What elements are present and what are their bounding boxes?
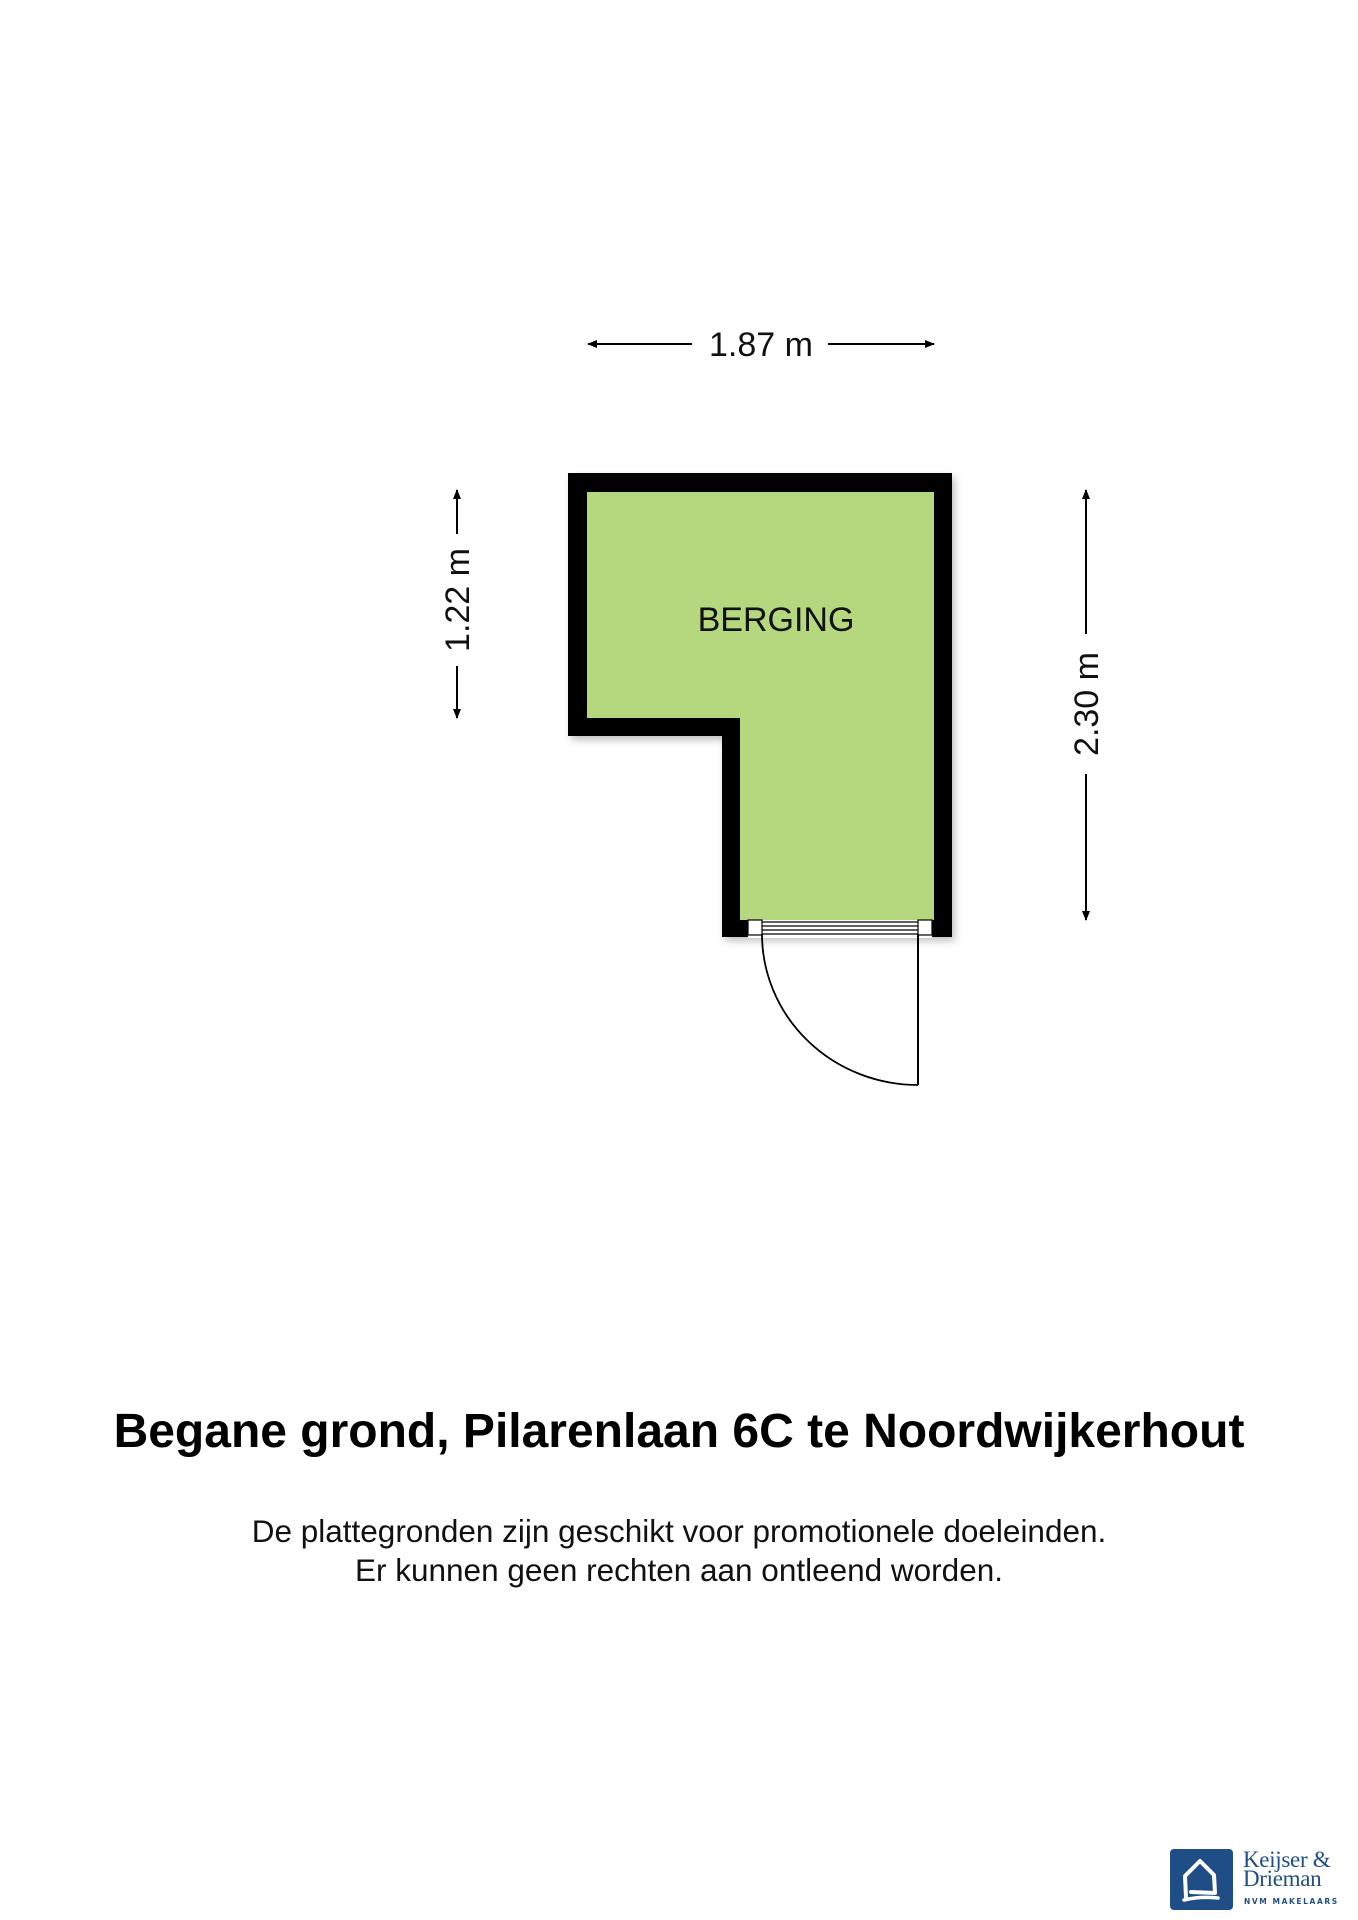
house-logo-icon — [1170, 1849, 1233, 1910]
company-logo — [1170, 1848, 1355, 1912]
logo-name-line-2: Drieman — [1243, 1866, 1322, 1891]
door-opening — [748, 920, 932, 938]
door-jamb-right — [918, 920, 932, 935]
dimension-right-height — [1068, 490, 1106, 920]
room-berging — [568, 473, 952, 937]
room-label: BERGING — [697, 601, 855, 639]
dimension-label-left: 1.22 m — [439, 548, 477, 652]
room-floor — [587, 492, 934, 920]
disclaimer-line-1: De plattegronden zijn geschikt voor promotionele doeleinden. — [251, 1513, 1107, 1549]
dimension-label-width: 1.87 m — [709, 326, 813, 364]
door — [748, 920, 932, 1085]
door-swing-arc — [762, 934, 918, 1085]
dimension-top-width — [588, 326, 934, 364]
door-jamb-left — [748, 920, 762, 935]
page-title: Begane grond, Pilarenlaan 6C te Noordwijkerhout — [113, 1405, 1245, 1458]
logo-name-line-1: Keijser & — [1243, 1847, 1331, 1872]
disclaimer — [0, 1512, 1358, 1590]
logo-subtitle: NVM MAKELAARS — [1244, 1897, 1339, 1906]
logo-wordmark — [1243, 1847, 1358, 1891]
dimension-label-right: 2.30 m — [1068, 652, 1106, 756]
dimension-left-height — [439, 490, 477, 718]
disclaimer-line-2: Er kunnen geen rechten aan ontleend worden. — [355, 1552, 1003, 1588]
